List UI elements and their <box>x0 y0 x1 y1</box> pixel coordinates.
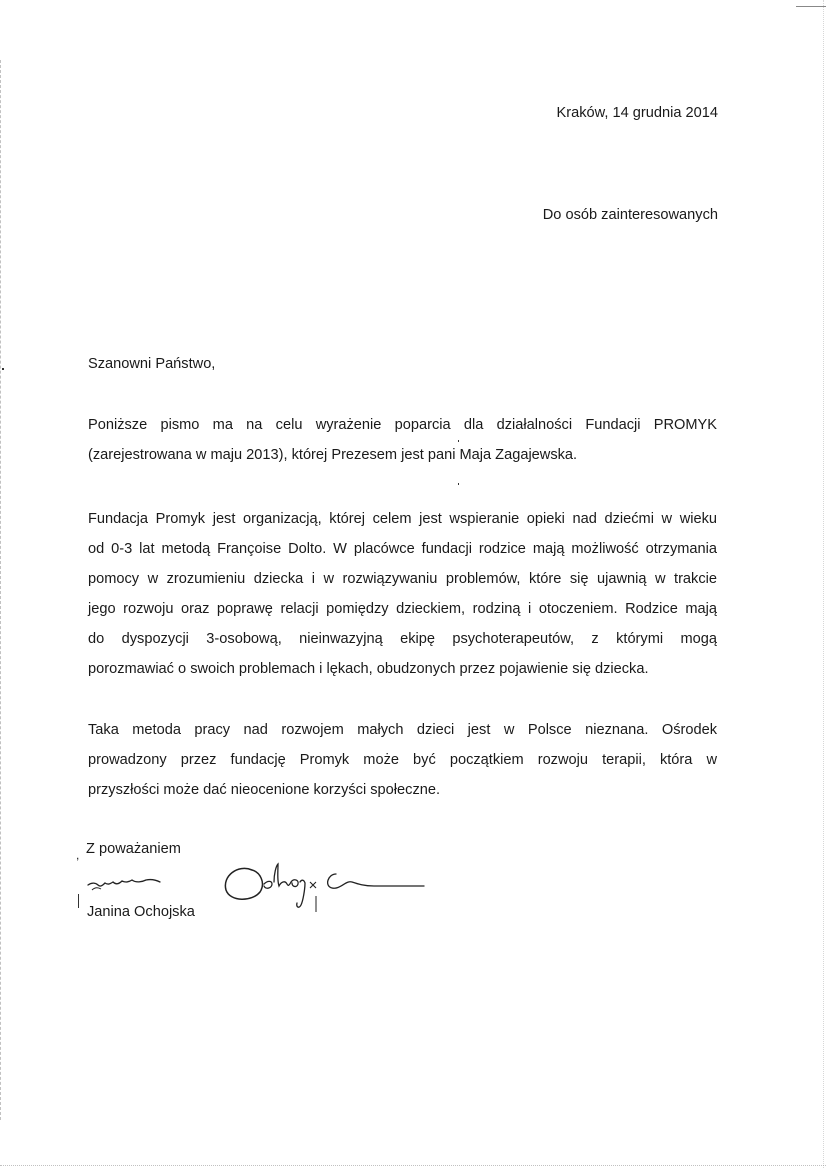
place-and-date: Kraków, 14 grudnia 2014 <box>556 105 718 121</box>
scan-comma-mark: , <box>76 848 80 862</box>
addressee: Do osób zainteresowanych <box>542 207 718 223</box>
scan-tick-mark <box>78 894 79 908</box>
paragraph-line: jego rozwoju oraz poprawę relacji pomiędzy dzieckiem, rodziną i otoczeniem. Rodzice mają <box>88 601 717 617</box>
signer-name: Janina Ochojska <box>87 904 195 920</box>
scan-speck <box>2 368 4 370</box>
paragraph-line: porozmawiać o swoich problemach i lękach, obudzonych przez pojawienie się dziecka. <box>88 661 649 677</box>
paragraph-line: Fundacja Promyk jest organizacją, której celem jest wspieranie opieki nad dziećmi w wieku <box>88 511 717 527</box>
scan-left-edge <box>0 60 4 1120</box>
salutation: Szanowni Państwo, <box>88 356 216 372</box>
paragraph-line: Taka metoda pracy nad rozwojem małych dzieci jest w Polsce nieznana. Ośrodek <box>88 722 717 738</box>
paragraph-line: (zarejestrowana w maju 2013), której Prezesem jest pani Maja Zagajewska. <box>88 447 578 463</box>
closing: Z poważaniem <box>86 841 181 857</box>
paragraph-foundation <box>88 504 717 684</box>
scan-speck <box>458 483 459 485</box>
paragraph-line: od 0-3 lat metodą Françoise Dolto. W placówce fundacji rodzice mają możliwość otrzymania <box>88 541 717 557</box>
scan-right-edge <box>821 0 824 1168</box>
paragraph-line: przyszłości może dać nieocenione korzyści społeczne. <box>88 782 441 798</box>
paragraph-line: Poniższe pismo ma na celu wyrażenie poparcia dla działalności Fundacji PROMYK <box>88 417 717 433</box>
paragraph-line: pomocy w zrozumieniu dziecka i w rozwiązywaniu problemów, które się ujawnią w trakcie <box>88 571 717 587</box>
paragraph-line: prowadzony przez fundację Promyk może być początkiem rozwoju terapii, która w <box>88 752 717 768</box>
scan-bottom-edge <box>0 1164 826 1166</box>
paragraph-method <box>88 715 717 805</box>
scan-top-mark <box>796 6 826 7</box>
paragraph-line: do dyspozycji 3-osobową, nieinwazyjną ekipę psychoterapeutów, z którymi mogą <box>88 631 717 647</box>
paragraph-support <box>88 410 717 470</box>
